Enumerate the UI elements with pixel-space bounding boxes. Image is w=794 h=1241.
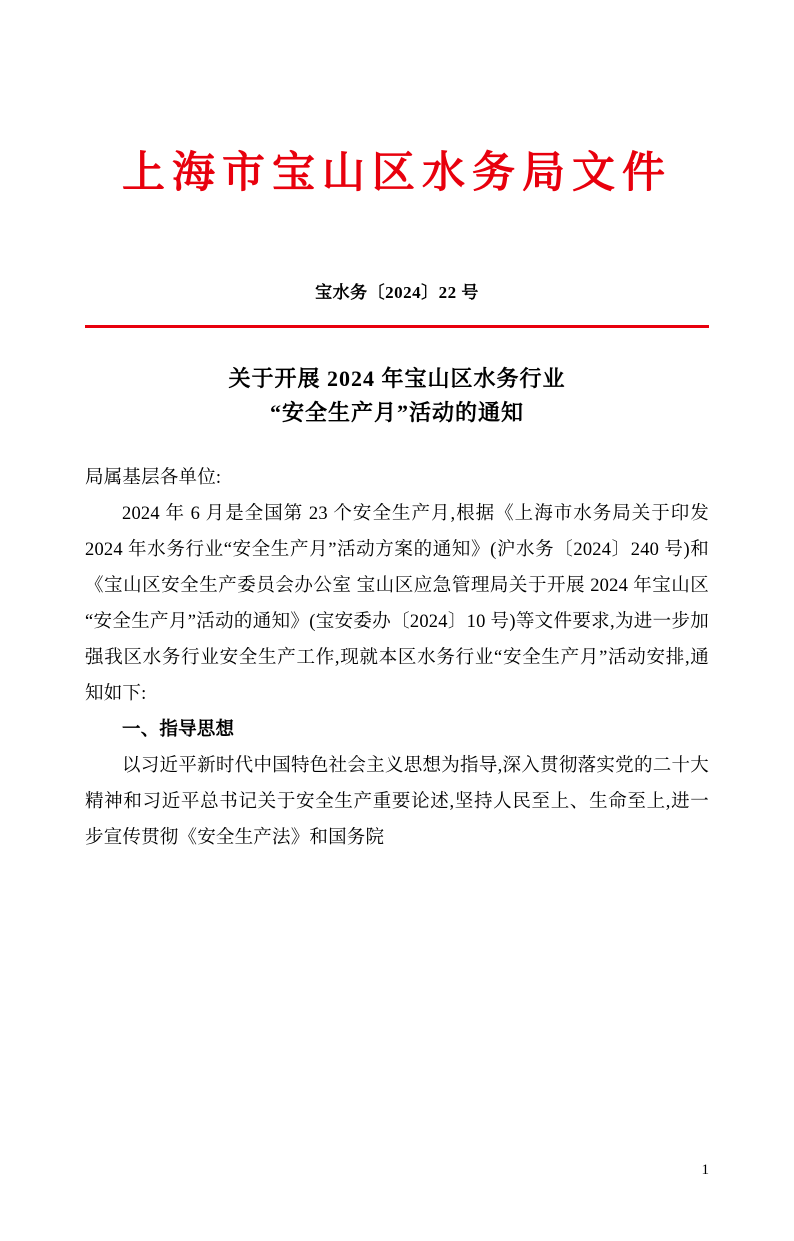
subject-line-1: 关于开展 2024 年宝山区水务行业 xyxy=(228,365,566,391)
body-paragraph-2: 以习近平新时代中国特色社会主义思想为指导,深入贯彻落实党的二十大精神和习近平总书记关于安全生产重要论述,坚持人民至上、生命至上,进一步宣传贯彻《安全生产法》和国务院 xyxy=(85,756,709,849)
document-number: 宝水务〔2024〕22 号 xyxy=(315,282,479,302)
body-paragraph-1: 2024 年 6 月是全国第 23 个安全生产月,根据《上海市水务局关于印发 2024 年水务行业“安全生产月”活动方案的通知》(沪水务〔2024〕240 号)和《宝山区安全生产委员会办公室 宝山区应急管理局关于开展 2024 年宝山区“安全生产月”活动的通知》(宝安委办〔2024〕10 号)等文件要求,为进一步加强我区水务行业安全生产工作,现就本区水务行业“安全生产月”活动安排,通知如下: xyxy=(85,503,709,705)
red-divider-rule xyxy=(85,325,709,328)
salutation: 局属基层各单位: xyxy=(85,467,222,488)
page-number: 1 xyxy=(701,1162,709,1178)
document-header-title: 上海市宝山区水务局文件 xyxy=(122,148,672,198)
subject-line-2: “安全生产月”活动的通知 xyxy=(269,399,524,425)
document-body xyxy=(85,460,709,857)
document-page xyxy=(0,148,794,1241)
section-heading-1: 一、指导思想 xyxy=(122,720,235,741)
document-subject xyxy=(85,362,709,430)
